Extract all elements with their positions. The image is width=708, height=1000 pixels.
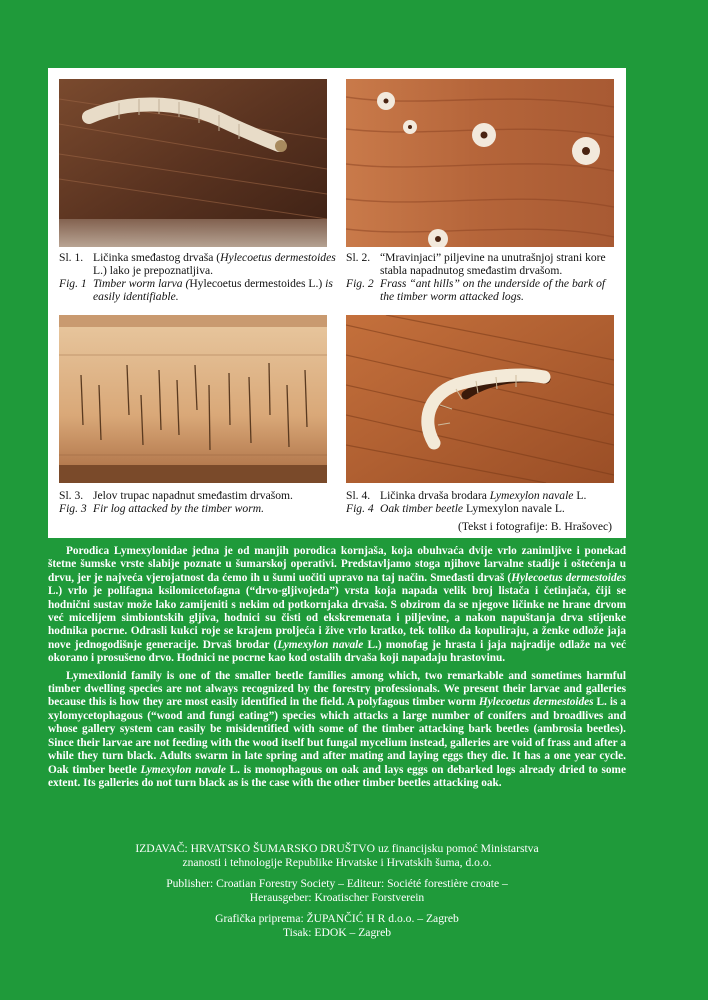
figure-panel [48,68,626,538]
text-run: L.) vrlo je polifagna ksilomicetofagna (“drvo-gljivojeda”) vrsta koja napada velik broj listača i četinjača, čiji se hodnični sustav može lako zamijeniti s nekim od potkornjaka drvaša. S obzirom da se njegove ličinke ne hrane drvom već micelijem simbiontskih gljiva, hodnici su čisti od ekskremenata i piljevine, a nakon napuštanja drva stijenke hodnika pocrne. Odrasli kukci roje se krajem proljeća i žive vrlo kratko, tek toliko da kopuliraju, a ženke odlože jaja nove jednogodišnje generacije. Drvaš brodar ( [48,585,626,651]
caption-figure-4 [346,489,618,515]
caption-figure-1 [59,251,337,303]
caption-text-hr: Ličinka smeđastog drvaša (Hylecoetus dermestoides L.) lako je prepoznatljiva. [93,251,336,277]
photo-oak-timber-beetle-larva [346,315,614,483]
publisher-line-hr-2: znanosti i tehnologije Republike Hrvatske i Hrvatskih šuma, d.o.o. [182,856,492,869]
photo-frass-ant-hills [346,79,614,247]
caption-text-en: Timber worm larva (Hylecoetus dermestoides L.) is easily identifiable. [93,277,333,303]
caption-text-hr: Jelov trupac napadnut smeđastim drvašom. [93,489,293,502]
caption-number-en: Fig. 2 [346,277,374,290]
text-run: L. is a xylomycetophagous (“wood and fungi eating”) species which attacks a large number of conifers and broadlives and whose gallery system can easily be misidentified with some of the timber attacking bark beetles (ambrosia beetles). Since their larvae are not feeding with the wood itself but fungal mycelium instead, galleries are void of frass and after a while they turn black. Adults swarm in late spring and after mating and laying eggs they die. It has a one year cycle. Oak timber beetle [48,696,626,776]
caption-number-en: Fig. 4 [346,502,374,515]
photo-fir-log [59,315,327,483]
caption-text-en: Fir log attacked by the timber worm. [93,502,264,515]
text-run: Porodica Lymexylonidae jedna je od manjih porodica kornjaša, koja obuhvaća dvije vrlo zanimljive i ponekad štetne šumske vrste slabije poznate u šumarskoj operativi. Predstavljamo stoga njihove larvalne stadije i oštećenja u drvu, jer je najveća vjerojatnost da ćemo ih u šumi uočiti upravo na taj način. Smeđasti drvaš ( [48,545,626,584]
photo-timber-worm-larva [59,79,327,247]
text-run: L.) monofag je hrasta i jaja najradije odlaže na već okorano i prosušeno drvo. Hodnici ne pocrne kao kod ostalih drvaša koji napadaju hrastovinu. [48,638,626,665]
caption-number-en: Fig. 1 [59,277,87,290]
paragraph-croatian [48,545,626,666]
scientific-name: Lymexylon navale [140,763,226,776]
caption-figure-3 [59,489,337,515]
publisher-footer [48,842,626,947]
caption-text-en: Oak timber beetle Lymexylon navale L. [380,502,565,515]
print-line: Tisak: EDOK – Zagreb [282,926,392,939]
publisher-line-hr-1: IZDAVAČ: HRVATSKO ŠUMARSKO DRUŠTVO uz financijsku pomoć Ministarstva [135,842,539,855]
caption-text-hr: “Mravinjaci” piljevine na unutrašnjoj strani kore stabla napadnutog smeđastim drvašom. [380,251,606,277]
caption-text-hr: Ličinka drvaša brodara Lymexylon navale L. [380,489,587,502]
caption-number-hr: Sl. 3. [59,489,84,502]
publisher-line-multi-1: Publisher: Croatian Forestry Society – Editeur: Société forestière croate – [166,877,508,890]
prepress-line: Grafička priprema: ŽUPANČIĆ H R d.o.o. – Zagreb [215,912,459,925]
publisher-line-multi-2: Herausgeber: Kroatischer Forstverein [249,891,425,904]
article-body [48,545,626,794]
caption-number-hr: Sl. 2. [346,251,371,264]
paragraph-english [48,670,626,791]
caption-number-en: Fig. 3 [59,502,87,515]
caption-number-hr: Sl. 4. [346,489,371,502]
caption-number-hr: Sl. 1. [59,251,84,264]
scientific-name: Hylecoetus dermestoides [511,571,627,584]
caption-figure-2 [346,251,618,303]
text-run: L. is monophagous on oak and lays eggs on debarked logs already dried to some extent. Its galleries do not turn black as is the case with the other timber beetles attacking oak. [48,763,626,789]
scientific-name: Hylecoetus dermestoides [478,696,594,709]
caption-text-en: Frass “ant hills” on the underside of the bark of the timber worm attacked logs. [380,277,606,303]
scientific-name: Lymexylon navale [277,638,364,651]
photo-credit: (Tekst i fotografije: B. Hrašovec) [457,520,612,533]
text-run: Lymexilonid family is one of the smaller beetle families among which, two remarkable and sometimes harmful timber dwelling species are not always recognized by the forestry professionals. We present their larvae and galleries because this is how they are most easily identified in the field. A polyfagous timber worm [48,669,626,709]
